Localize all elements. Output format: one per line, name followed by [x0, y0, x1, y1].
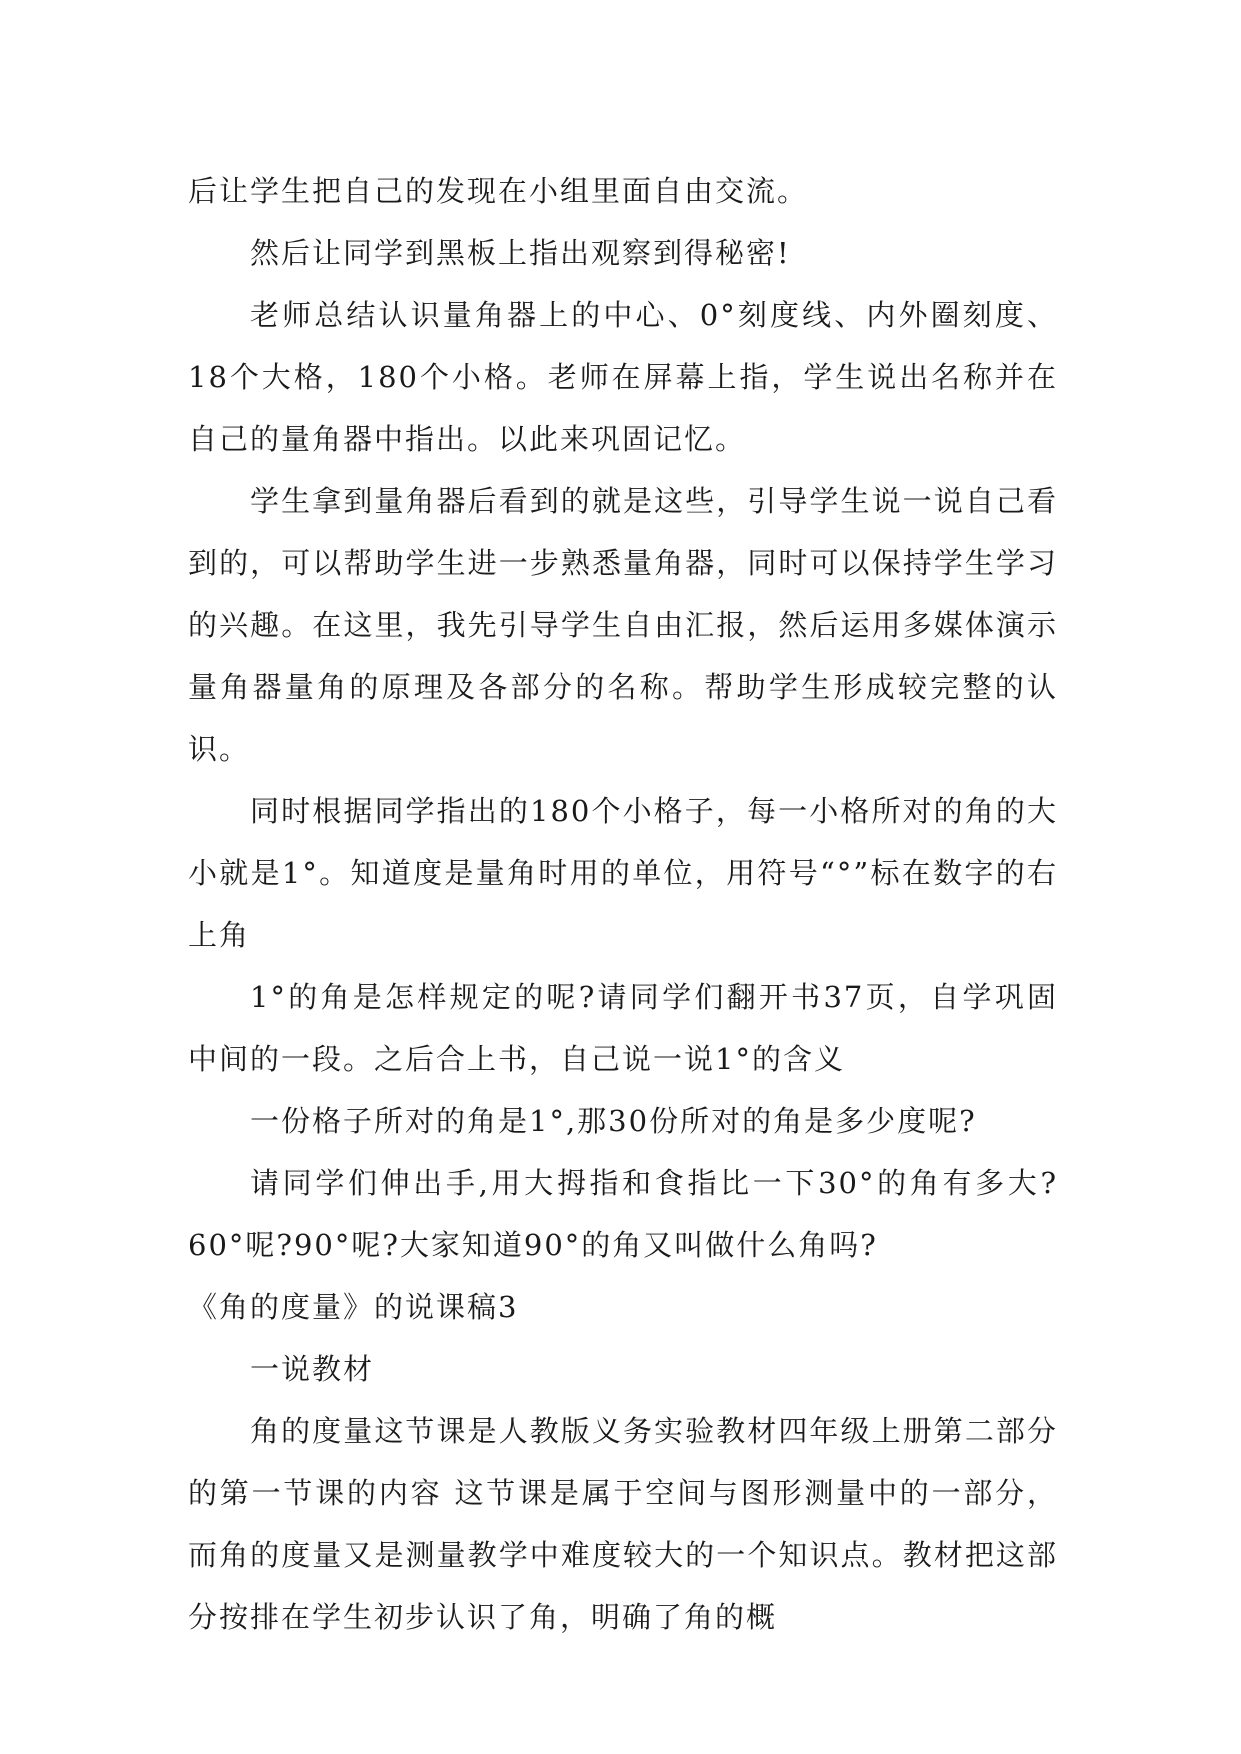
section-heading: 《角的度量》的说课稿3	[188, 1290, 519, 1324]
paragraph-7: 一份格子所对的角是1°,那30份所对的角是多少度呢?	[250, 1104, 977, 1138]
paragraph-3: 老师总结认识量角器上的中心、0°刻度线、内外圈刻度、18个大格，180个小格。老师在屏幕上指，学生说出名称并在自己的量角器中指出。以此来巩固记忆。	[188, 298, 1058, 456]
paragraph-5: 同时根据同学指出的180个小格子，每一小格所对的角的大小就是1°。知道度是量角时用的单位，用符号“°”标在数字的右上角	[188, 794, 1058, 952]
paragraph-4: 学生拿到量角器后看到的就是这些，引导学生说一说自己看到的，可以帮助学生进一步熟悉量角器，同时可以保持学生学习的兴趣。在这里，我先引导学生自由汇报，然后运用多媒体演示量角器量角的原理及各部分的名称。帮助学生形成较完整的认识。	[188, 484, 1058, 766]
document-body	[188, 160, 1058, 1648]
paragraph-6: 1°的角是怎样规定的呢?请同学们翻开书37页，自学巩固中间的一段。之后合上书，自己说一说1°的含义	[188, 980, 1058, 1076]
paragraph-2: 然后让同学到黑板上指出观察到得秘密!	[250, 236, 791, 270]
subsection-heading: 一说教材	[250, 1352, 375, 1386]
paragraph-1: 后让学生把自己的发现在小组里面自由交流。	[188, 174, 809, 208]
paragraph-8: 请同学们伸出手,用大拇指和食指比一下30°的角有多大?60°呢?90°呢?大家知道90°的角又叫做什么角吗?	[188, 1166, 1058, 1262]
paragraph-9: 角的度量这节课是人教版义务实验教材四年级上册第二部分的第一节课的内容 这节课是属于空间与图形测量中的一部分，而角的度量又是测量教学中难度较大的一个知识点。教材把这部分按排在学生初步认识了角，明确了角的概	[188, 1414, 1058, 1634]
